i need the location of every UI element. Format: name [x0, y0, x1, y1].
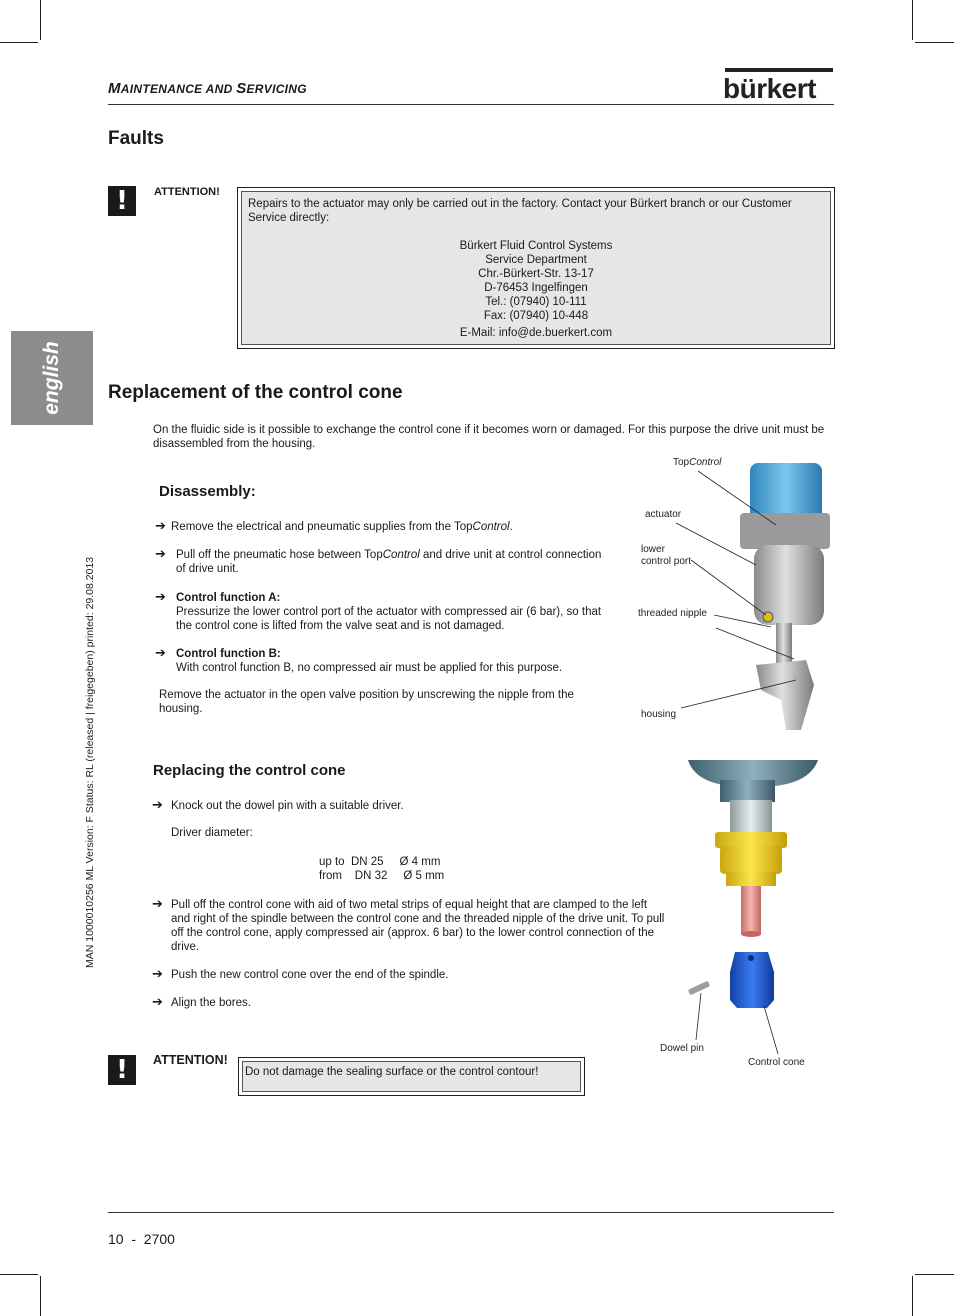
- valve-housing: [756, 660, 814, 730]
- replacement-title: Replacement of the control cone: [108, 382, 403, 403]
- step-control-function-a: ➔ Control function A: Pressurize the lower control port of the actuator with compressed air (6 bar), so that the control cone is lifted from the valve seat and is not damaged.: [155, 589, 602, 632]
- step-pull-cone: ➔ Pull off the control cone with aid of two metal strips of equal height that are clamped to the left and right of the spindle between the control cone and the threaded nipple of the drive unit. To pull off the control cone, apply compressed air (approx. 6 bar) to the lower control connection of the drive.: [152, 896, 665, 953]
- crop-mark: [912, 0, 913, 40]
- disassembly-title: Disassembly:: [159, 483, 256, 500]
- step-pull-hose: ➔ Pull off the pneumatic hose between TopControl and drive unit at control connection of drive unit.: [155, 546, 602, 575]
- arrow-icon: ➔: [155, 518, 166, 533]
- faults-intro: Repairs to the actuator may only be carried out in the factory. Contact your Bürkert branch or our Customer Service directly:: [248, 198, 792, 224]
- arrow-icon: ➔: [152, 966, 163, 981]
- label-topcontrol: TopControl: [673, 457, 722, 468]
- arrow-icon: ➔: [155, 589, 166, 604]
- driver-diameter-label: Driver diameter:: [171, 827, 253, 839]
- faults-title: Faults: [108, 128, 164, 149]
- replacing-title: Replacing the control cone: [153, 762, 346, 779]
- attention-icon: !: [108, 1055, 136, 1085]
- arrow-icon: ➔: [155, 645, 166, 660]
- arrow-icon: ➔: [152, 797, 163, 812]
- page-number: 10 - 2700: [108, 1231, 175, 1247]
- footer-rule: [108, 1212, 834, 1213]
- dowel-pin-part: [688, 981, 710, 996]
- driver-row-dn32: from DN 32 Ø 5 mm: [319, 870, 445, 882]
- step-knock-out-pin: ➔ Knock out the dowel pin with a suitable driver.: [152, 797, 404, 812]
- doc-meta: MAN 1000010256 ML Version: F Status: RL (released | freigegeben) printed: 29.08.2013: [84, 556, 96, 968]
- header-rule: [108, 104, 834, 105]
- driver-row-dn25: up to DN 25 Ø 4 mm: [319, 856, 441, 868]
- service-address: Bürkert Fluid Control Systems Service Department Chr.-Bürkert-Str. 13-17 D-76453 Ingelfingen Tel.: (07940) 10-111 Fax: (07940) 10-448 E-Mail: info@de.buerkert.com: [248, 239, 824, 340]
- label-dowel-pin: Dowel pin: [660, 1043, 704, 1054]
- section-title: MAINTENANCE AND SERVICING: [108, 80, 307, 97]
- burkert-logo: [723, 66, 835, 102]
- label-control-cone: Control cone: [748, 1057, 805, 1068]
- arrow-icon: ➔: [155, 546, 166, 561]
- step-control-function-b: ➔ Control function B: With control function B, no compressed air must be applied for this purpose.: [155, 645, 563, 674]
- label-actuator: actuator: [645, 509, 682, 520]
- remove-actuator-text: Remove the actuator in the open valve position by unscrewing the nipple from the housing.: [159, 689, 574, 715]
- attention-icon: !: [108, 186, 136, 216]
- threaded-nipple-part: [715, 832, 787, 848]
- crop-mark: [40, 0, 41, 40]
- step-remove-supplies: ➔ Remove the electrical and pneumatic supplies from the TopControl.: [155, 518, 513, 533]
- attention-label: ATTENTION!: [153, 1053, 228, 1067]
- email: E-Mail: info@de.buerkert.com: [459, 327, 613, 339]
- step-align-bores: ➔ Align the bores.: [152, 994, 251, 1009]
- crop-mark: [915, 1274, 954, 1275]
- crop-mark: [0, 42, 38, 43]
- attention-label: ATTENTION!: [154, 186, 220, 198]
- crop-mark: [912, 1276, 913, 1316]
- control-cone-figure: [680, 760, 830, 1070]
- label-lower-control-port: lower control port: [641, 544, 692, 567]
- svg-text:bürkert: bürkert: [723, 73, 816, 102]
- spindle: [741, 886, 761, 934]
- crop-mark: [0, 1274, 38, 1275]
- language-tab: english: [11, 331, 93, 425]
- faults-box: [237, 187, 835, 349]
- crop-mark: [915, 42, 954, 43]
- actuator-figure: [636, 455, 836, 735]
- arrow-icon: ➔: [152, 896, 163, 911]
- arrow-icon: ➔: [152, 994, 163, 1009]
- label-housing: housing: [641, 709, 677, 720]
- label-threaded-nipple: threaded nipple: [638, 608, 707, 619]
- step-push-cone: ➔ Push the new control cone over the end of the spindle.: [152, 966, 449, 981]
- crop-mark: [40, 1276, 41, 1316]
- damage-warning-box: Do not damage the sealing surface or the control contour!: [238, 1057, 585, 1096]
- replacement-intro: On the fluidic side is it possible to exchange the control cone if it becomes worn or damaged. For this purpose the drive unit must be disassembled from the housing.: [153, 424, 825, 450]
